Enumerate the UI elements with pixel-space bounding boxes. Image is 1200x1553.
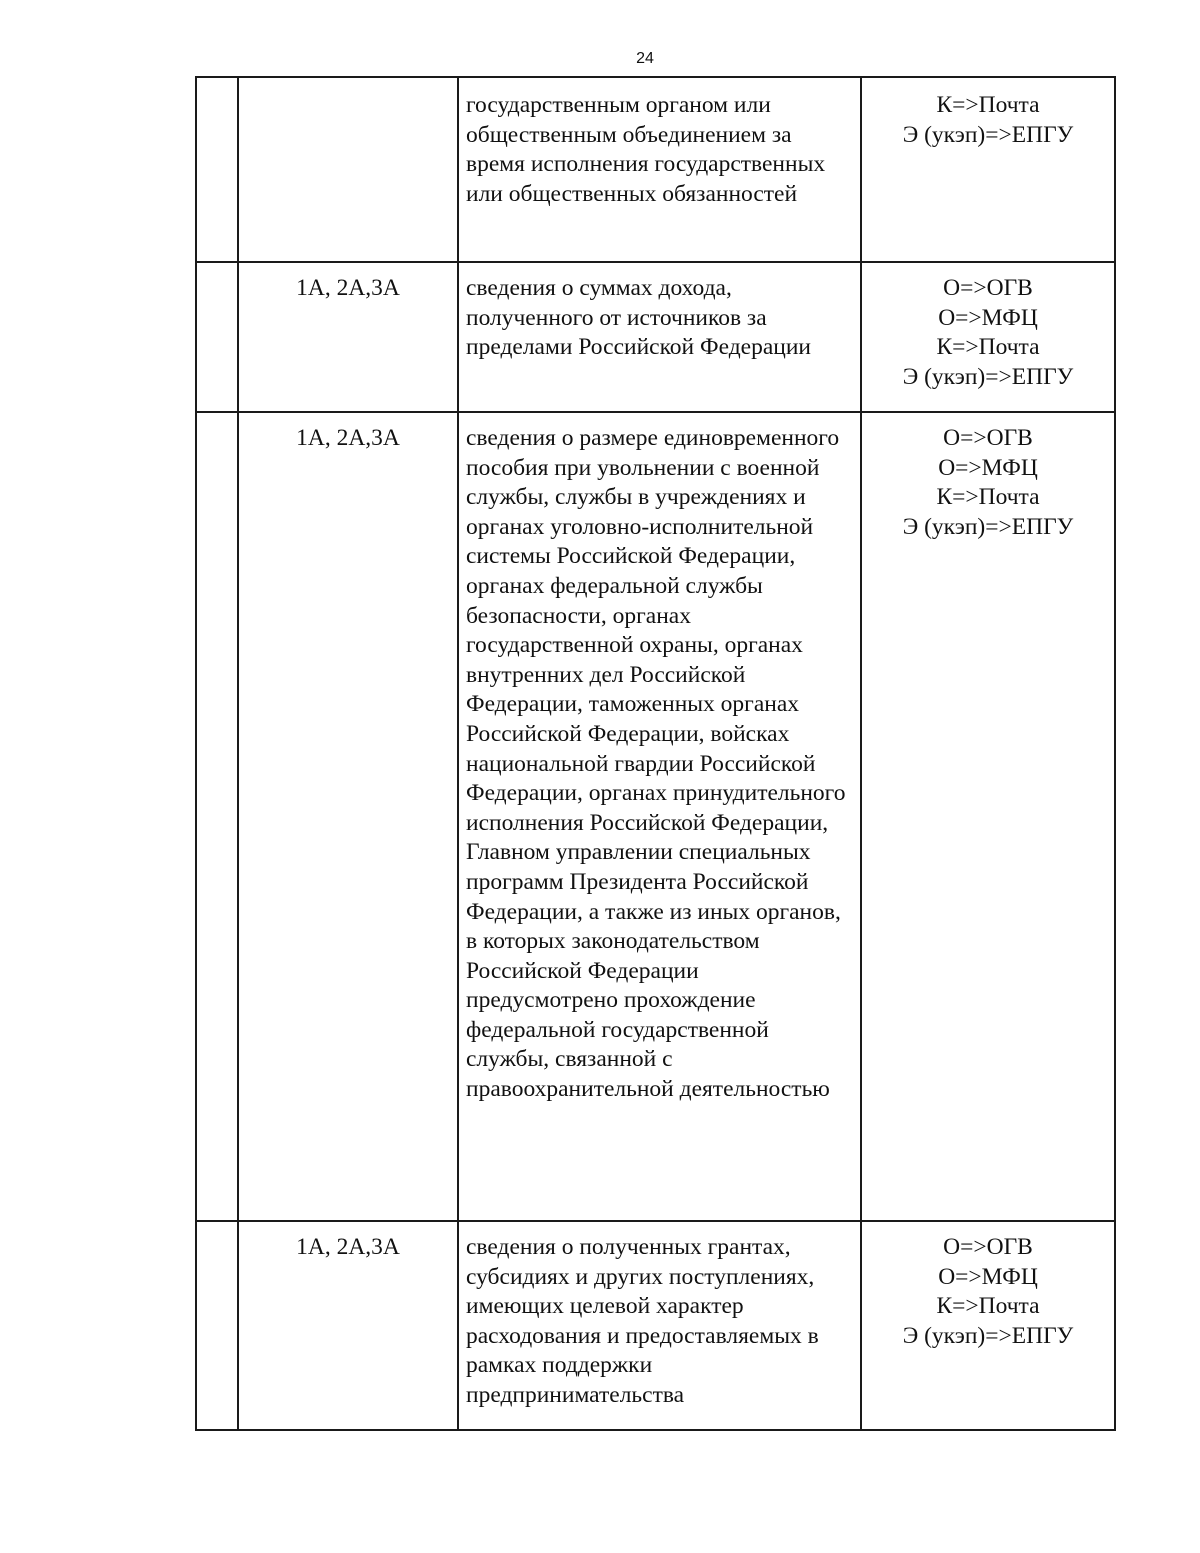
description-cell	[458, 412, 861, 1221]
submission-method: О=>МФЦ	[938, 454, 1038, 481]
submission-method: К=>Почта	[936, 1293, 1040, 1320]
submission-methods-cell	[861, 262, 1115, 412]
submission-method: О=>ОГВ	[943, 425, 1033, 451]
submission-method: Э (укэп)=>ЕПГУ	[902, 121, 1074, 148]
description-text: государственным органом или общественным объединением за время исполнения государственных или общественных обязанностей	[466, 92, 826, 207]
table-row	[196, 77, 1115, 262]
submission-method: К=>Почта	[936, 484, 1040, 511]
description-cell	[458, 1221, 861, 1430]
document-table	[195, 76, 1116, 1431]
category-codes-cell: 1А, 2А,3А	[238, 262, 458, 412]
table-row	[196, 1221, 1115, 1430]
description-cell	[458, 77, 861, 262]
submission-method: О=>ОГВ	[943, 275, 1033, 301]
page-number: 24	[636, 50, 654, 67]
submission-method: Э (укэп)=>ЕПГУ	[902, 513, 1074, 540]
submission-method: О=>МФЦ	[938, 304, 1038, 331]
description-cell	[458, 262, 861, 412]
submission-method: Э (укэп)=>ЕПГУ	[902, 1322, 1074, 1349]
submission-methods-cell	[861, 77, 1115, 262]
submission-method: О=>ОГВ	[943, 1234, 1033, 1260]
row-index-cell	[196, 77, 238, 262]
row-index-cell	[196, 1221, 238, 1430]
row-index-cell	[196, 262, 238, 412]
table-row	[196, 262, 1115, 412]
submission-methods-cell	[861, 1221, 1115, 1430]
category-codes-cell	[238, 77, 458, 262]
category-codes-cell: 1А, 2А,3А	[238, 1221, 458, 1430]
submission-method: О=>МФЦ	[938, 1263, 1038, 1290]
submission-method: Э (укэп)=>ЕПГУ	[902, 363, 1074, 390]
table-row	[196, 412, 1115, 1221]
category-codes-cell: 1А, 2А,3А	[238, 412, 458, 1221]
row-index-cell	[196, 412, 238, 1221]
submission-method: К=>Почта	[936, 92, 1040, 118]
description-text: сведения о размере единовременного пособия при увольнении с военной службы, службы в учреждениях и органах уголовно-исполнительной системы Российской Федерации, органах федеральной службы безопасности, органах государственной охраны, органах внутренних дел Российской Федерации, таможенных органах Российской Федерации, войсках национальной гвардии Российской Федерации, органах принудительного исполнения Российской Федерации, Главном управлении специальных программ Президента Российской Федерации, а также из иных органов, в которых законодательством Российской Федерации предусмотрено прохождение федеральной государственной службы, связанной с правоохранительной деятельностью	[466, 425, 846, 1103]
description-text: сведения о суммах дохода, полученного от источников за пределами Российской Федерации	[466, 275, 811, 361]
description-text: сведения о полученных грантах, субсидиях и других поступлениях, имеющих целевой характер расходования и предоставляемых в рамках поддержки предпринимательства	[466, 1234, 819, 1408]
submission-method: К=>Почта	[936, 334, 1040, 361]
submission-methods-cell	[861, 412, 1115, 1221]
